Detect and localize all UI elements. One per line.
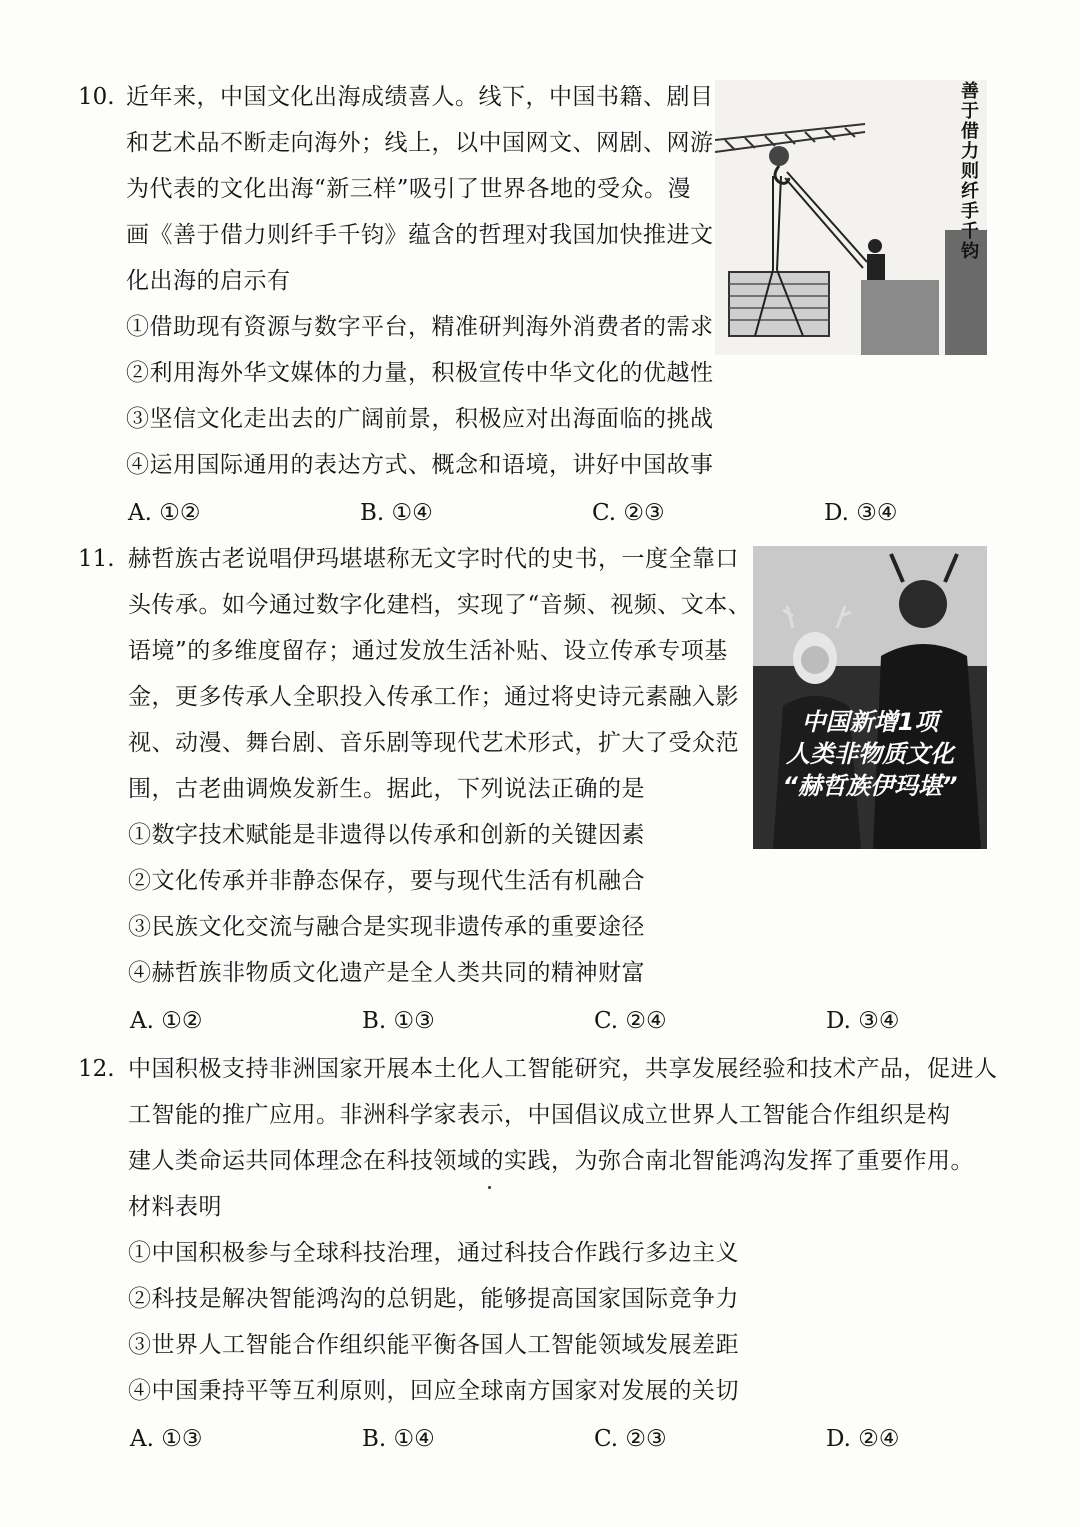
statement: ③坚信文化走出去的广阔前景，积极应对出海面临的挑战 [126,406,714,432]
option-a: A. ①③ [130,1426,203,1452]
statement: ②科技是解决智能鸿沟的总钥匙，能够提高国家国际竞争力 [128,1286,739,1312]
stem-line: 和艺术品不断走向海外；线上，以中国网文、网剧、网游 [126,130,714,156]
statement: ①借助现有资源与数字平台，精准研判海外消费者的需求 [126,314,714,340]
statement: ④中国秉持平等互利原则，回应全球南方国家对发展的关切 [128,1378,739,1404]
stem-line: 画《善于借力则纤手千钧》蕴含的哲理对我国加快推进文 [126,222,714,248]
stem-line: 中国积极支持非洲国家开展本土化人工智能研究，共享发展经验和技术产品，促进人 [128,1056,998,1082]
stem-line: 化出海的启示有 [126,268,291,294]
stem-line: 为代表的文化出海“新三样”吸引了世界各地的受众。漫 [126,176,692,202]
stem-line: 金，更多传承人全职投入传承工作；通过将史诗元素融入影 [128,684,739,710]
option-d: D. ③④ [824,500,898,526]
photo-caption-line: 中国新增1项 [801,708,939,736]
cartoon-title: 善于借力则纤手千钧 [961,81,979,262]
performers-photo-icon [753,546,987,849]
statement: ①中国积极参与全球科技治理，通过科技合作践行多边主义 [128,1240,739,1266]
option-a: A. ①② [130,1008,203,1034]
statement: ④赫哲族非物质文化遗产是全人类共同的精神财富 [128,960,645,986]
statement: ②文化传承并非静态保存，要与现代生活有机融合 [128,868,645,894]
stem-line: 头传承。如今通过数字化建档，实现了“音频、视频、文本、 [128,592,752,618]
option-b: B. ①④ [362,1426,435,1452]
question-number: 11. [78,546,115,572]
stem-line: 赫哲族古老说唱伊玛堪堪称无文字时代的史书，一度全靠口 [128,546,739,572]
stem-line: 围，古老曲调焕发新生。据此，下列说法正确的是 [128,776,645,802]
stem-line: 工智能的推广应用。非洲科学家表示，中国倡议成立世界人工智能合作组织是构 [128,1102,951,1128]
statement: ④运用国际通用的表达方式、概念和语境，讲好中国故事 [126,452,714,478]
option-d: D. ③④ [826,1008,900,1034]
option-c: C. ②④ [594,1008,667,1034]
news-photo [753,546,987,849]
option-d: D. ②④ [826,1426,900,1452]
option-b: B. ①③ [362,1008,435,1034]
scan-speck [488,1186,491,1189]
option-b: B. ①④ [360,500,433,526]
option-a: A. ①② [128,500,201,526]
statement: ③世界人工智能合作组织能平衡各国人工智能领域发展差距 [128,1332,739,1358]
stem-line: 近年来，中国文化出海成绩喜人。线下，中国书籍、剧目 [126,84,714,110]
option-c: C. ②③ [594,1426,667,1452]
question-number: 10. [78,84,115,110]
option-c: C. ②③ [592,500,665,526]
statement: ③民族文化交流与融合是实现非遗传承的重要途径 [128,914,645,940]
cartoon-figure [715,80,987,355]
statement: ①数字技术赋能是非遗得以传承和创新的关键因素 [128,822,645,848]
stem-line: 建人类命运共同体理念在科技领域的实践，为弥合南北智能鸿沟发挥了重要作用。 [128,1148,974,1174]
question-number: 12. [78,1056,115,1082]
stem-line: 语境”的多维度留存；通过发放生活补贴、设立传承专项基 [128,638,728,664]
stem-line: 材料表明 [128,1194,222,1220]
crane-cartoon-icon [715,80,987,355]
photo-caption-line: “赫哲族伊玛堪” [782,772,958,800]
statement: ②利用海外华文媒体的力量，积极宣传中华文化的优越性 [126,360,714,386]
stem-line: 视、动漫、舞台剧、音乐剧等现代艺术形式，扩大了受众范 [128,730,739,756]
photo-caption-line: 人类非物质文化 [786,740,954,768]
